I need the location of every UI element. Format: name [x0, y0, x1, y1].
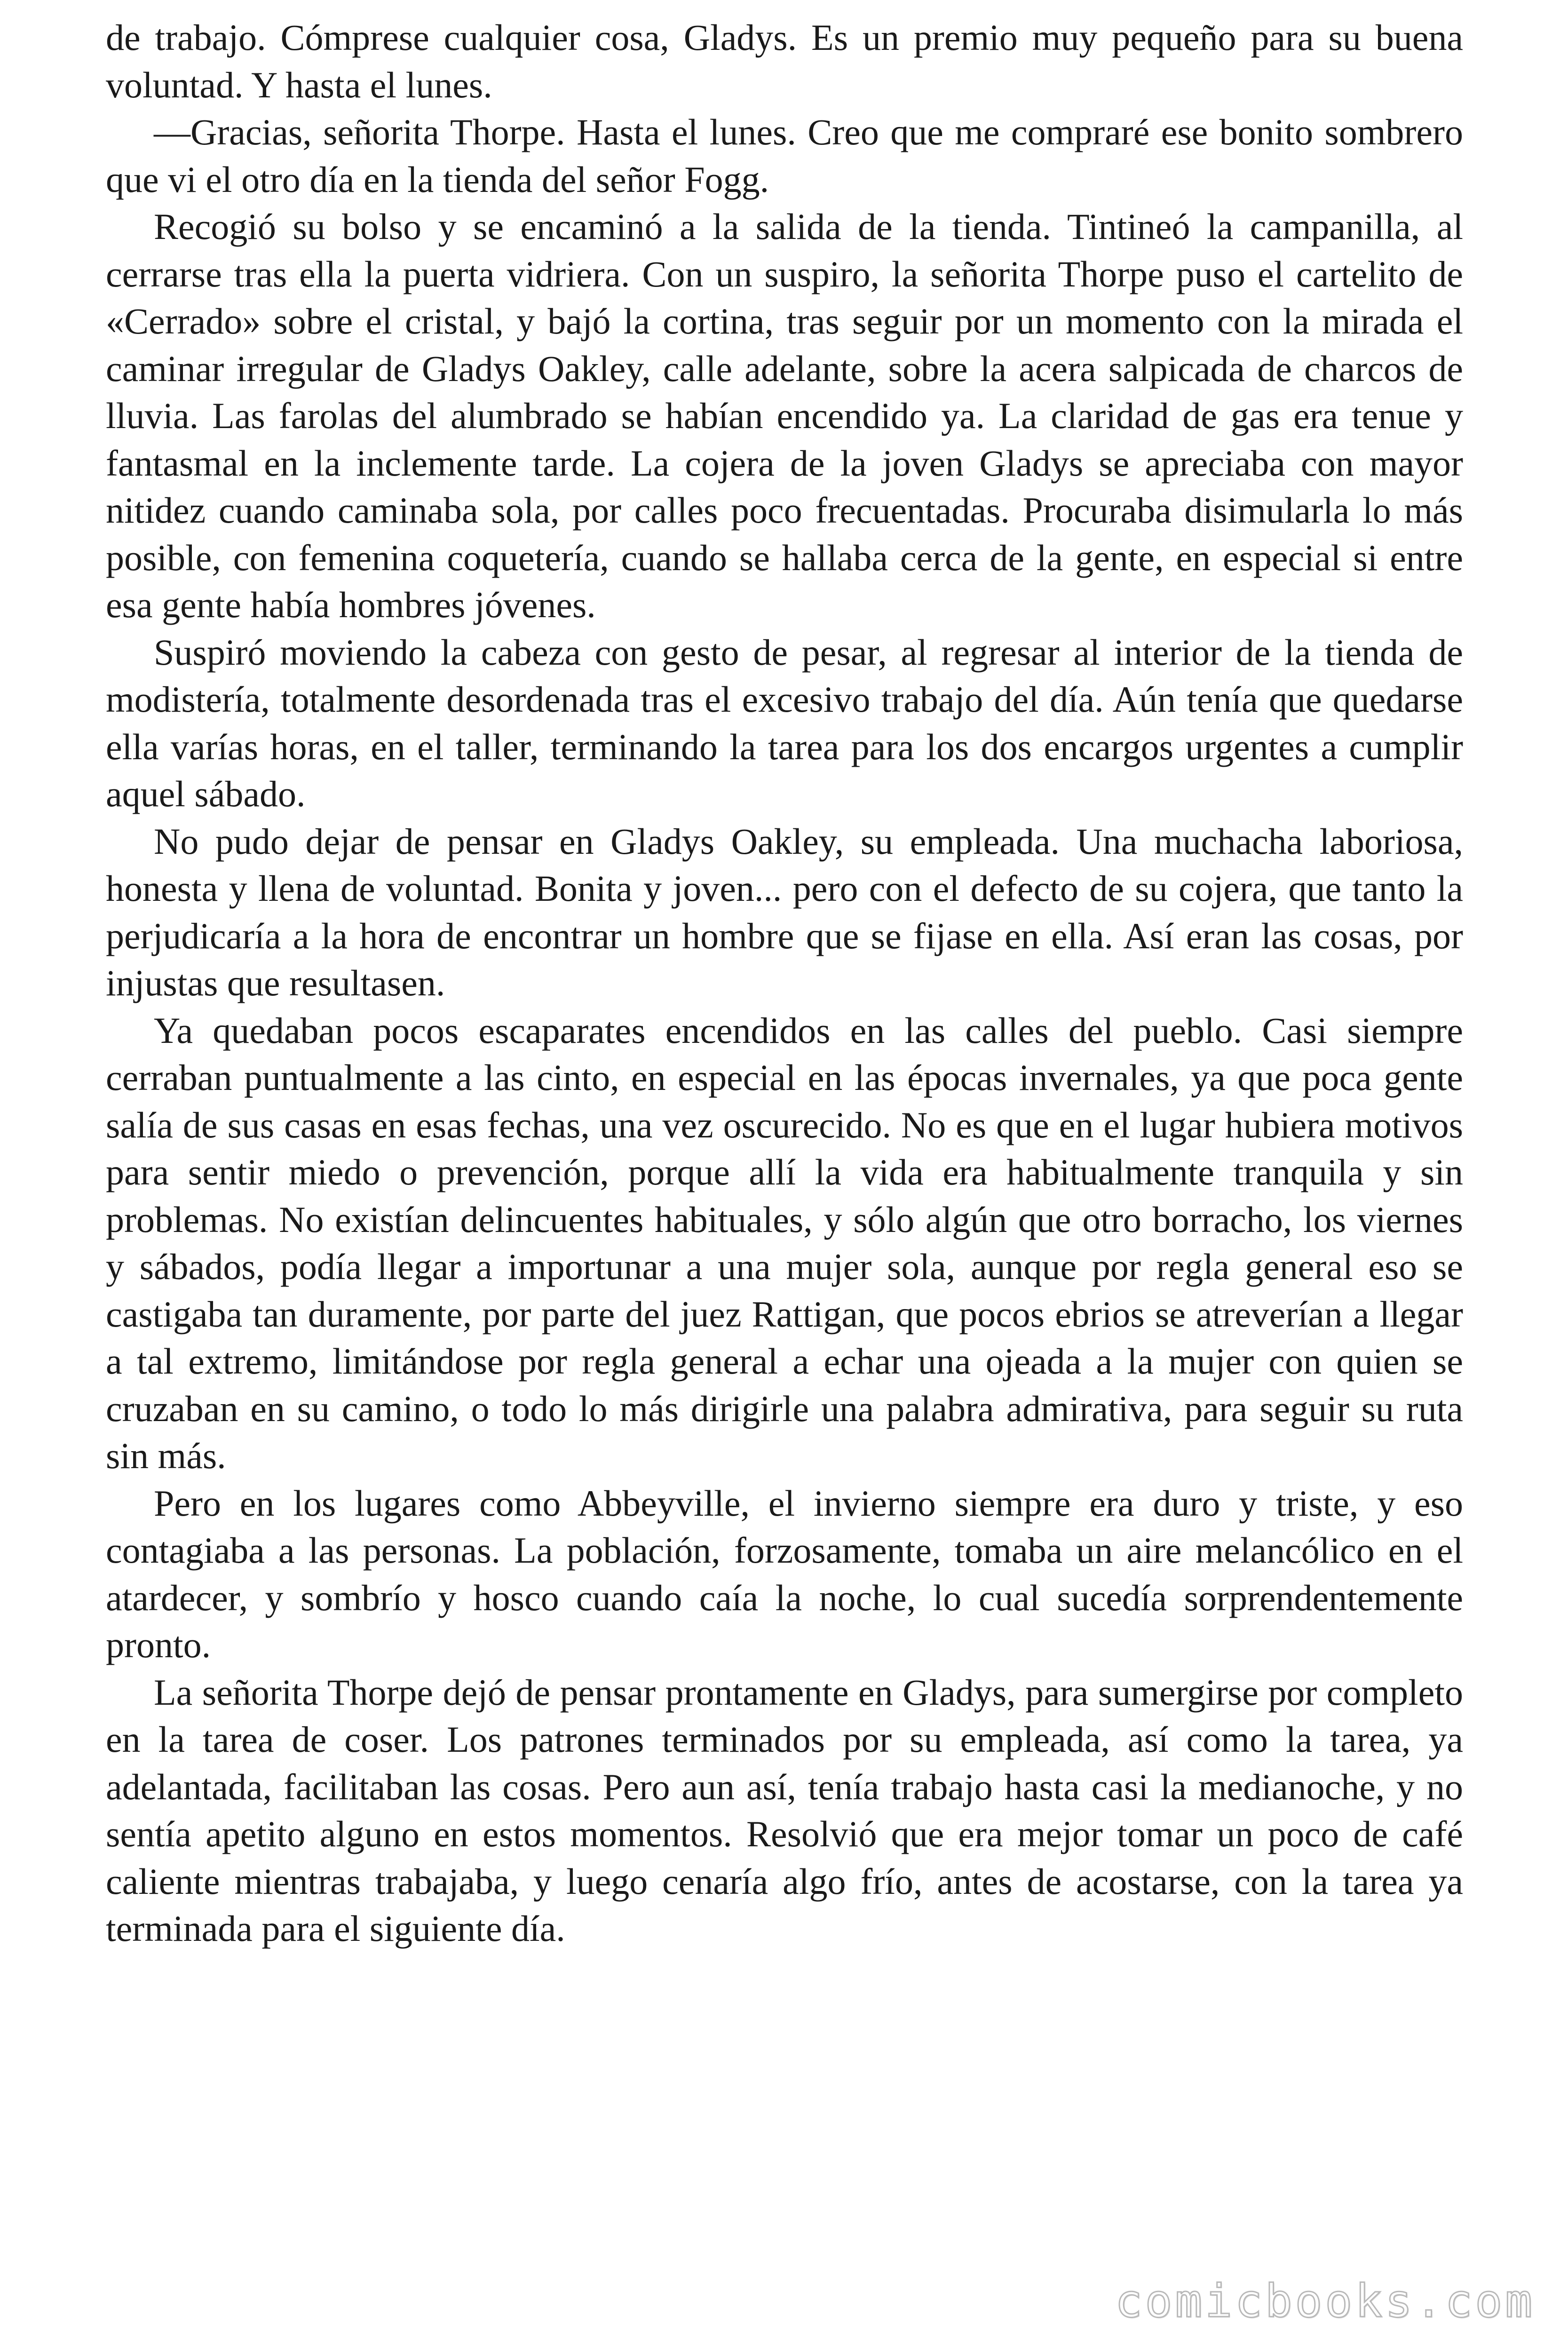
paragraph-8: La señorita Thorpe dejó de pensar prontamente en Gladys, para sumergirse por completo en la tarea de coser. Los patrones terminados por su empleada, así como la tarea, ya adelantada, facilitaban las cosas. Pero aun así, tenía trabajo hasta casi la medianoche, y no sentía apetito alguno en estos momentos. Resolvió que era mejor tomar un poco de café caliente mientras trabajaba, y luego cenaría algo frío, antes de acostarse, con la tarea ya terminada para el siguiente día. [106, 1671, 1463, 1949]
paragraph-7: Pero en los lugares como Abbeyville, el invierno siempre era duro y triste, y eso contagiaba a las personas. La población, forzosamente, tomaba un aire melancólico en el atardecer, y sombrío y hosco cuando caía la noche, lo cual sucedía sorprendentemente pronto. [106, 1482, 1463, 1665]
paragraph-1: de trabajo. Cómprese cualquier cosa, Gladys. Es un premio muy pequeño para su buena voluntad. Y hasta el lunes. [106, 17, 1463, 105]
paragraph-2: —Gracias, señorita Thorpe. Hasta el lunes. Creo que me compraré ese bonito sombrero que vi el otro día en la tienda del señor Fogg. [106, 111, 1463, 200]
paragraph-5: No pudo dejar de pensar en Gladys Oakley, su empleada. Una muchacha laboriosa, honesta y llena de voluntad. Bonita y joven... pero con el defecto de su cojera, que tanto la perjudicaría a la hora de encontrar un hombre que se fijase en ella. Así eran las cosas, por injustas que resultasen. [106, 820, 1463, 1003]
page-body [106, 14, 1463, 1953]
paragraph-3: Recogió su bolso y se encaminó a la salida de la tienda. Tintineó la campanilla, al cerrarse tras ella la puerta vidriera. Con un suspiro, la señorita Thorpe puso el cartelito de «Cerrado» sobre el cristal, y bajó la cortina, tras seguir por un momento con la mirada el caminar irregular de Gladys Oakley, calle adelante, sobre la acera salpicada de charcos de lluvia. Las farolas del alumbrado se habían encendido ya. La claridad de gas era tenue y fantasmal en la inclemente tarde. La cojera de la joven Gladys se apreciaba con mayor nitidez cuando caminaba sola, por calles poco frecuentadas. Procuraba disimularla lo más posible, con femenina coquetería, cuando se hallaba cerca de la gente, en especial si entre esa gente había hombres jóvenes. [106, 206, 1463, 625]
paragraph-4: Suspiró moviendo la cabeza con gesto de pesar, al regresar al interior de la tienda de modistería, totalmente desordenada tras el excesivo trabajo del día. Aún tenía que quedarse ella varías horas, en el taller, terminando la tarea para los dos encargos urgentes a cumplir aquel sábado. [106, 631, 1463, 814]
paragraph-6: Ya quedaban pocos escaparates encendidos en las calles del pueblo. Casi siempre cerraban puntualmente a las cinto, en especial en las épocas invernales, ya que poca gente salía de sus casas en esas fechas, una vez oscurecido. No es que en el lugar hubiera motivos para sentir miedo o prevención, porque allí la vida era habitualmente tranquila y sin problemas. No existían delincuentes habituales, y sólo algún que otro borracho, los viernes y sábados, podía llegar a importunar a una mujer sola, aunque por regla general eso se castigaba tan duramente, por parte del juez Rattigan, que pocos ebrios se atreverían a llegar a tal extremo, limitándose por regla general a echar una ojeada a la mujer con quien se cruzaban en su camino, o todo lo más dirigirle una palabra admirativa, para seguir su ruta sin más. [106, 1009, 1463, 1476]
site-watermark: comicbooks.com [1115, 2275, 1535, 2328]
